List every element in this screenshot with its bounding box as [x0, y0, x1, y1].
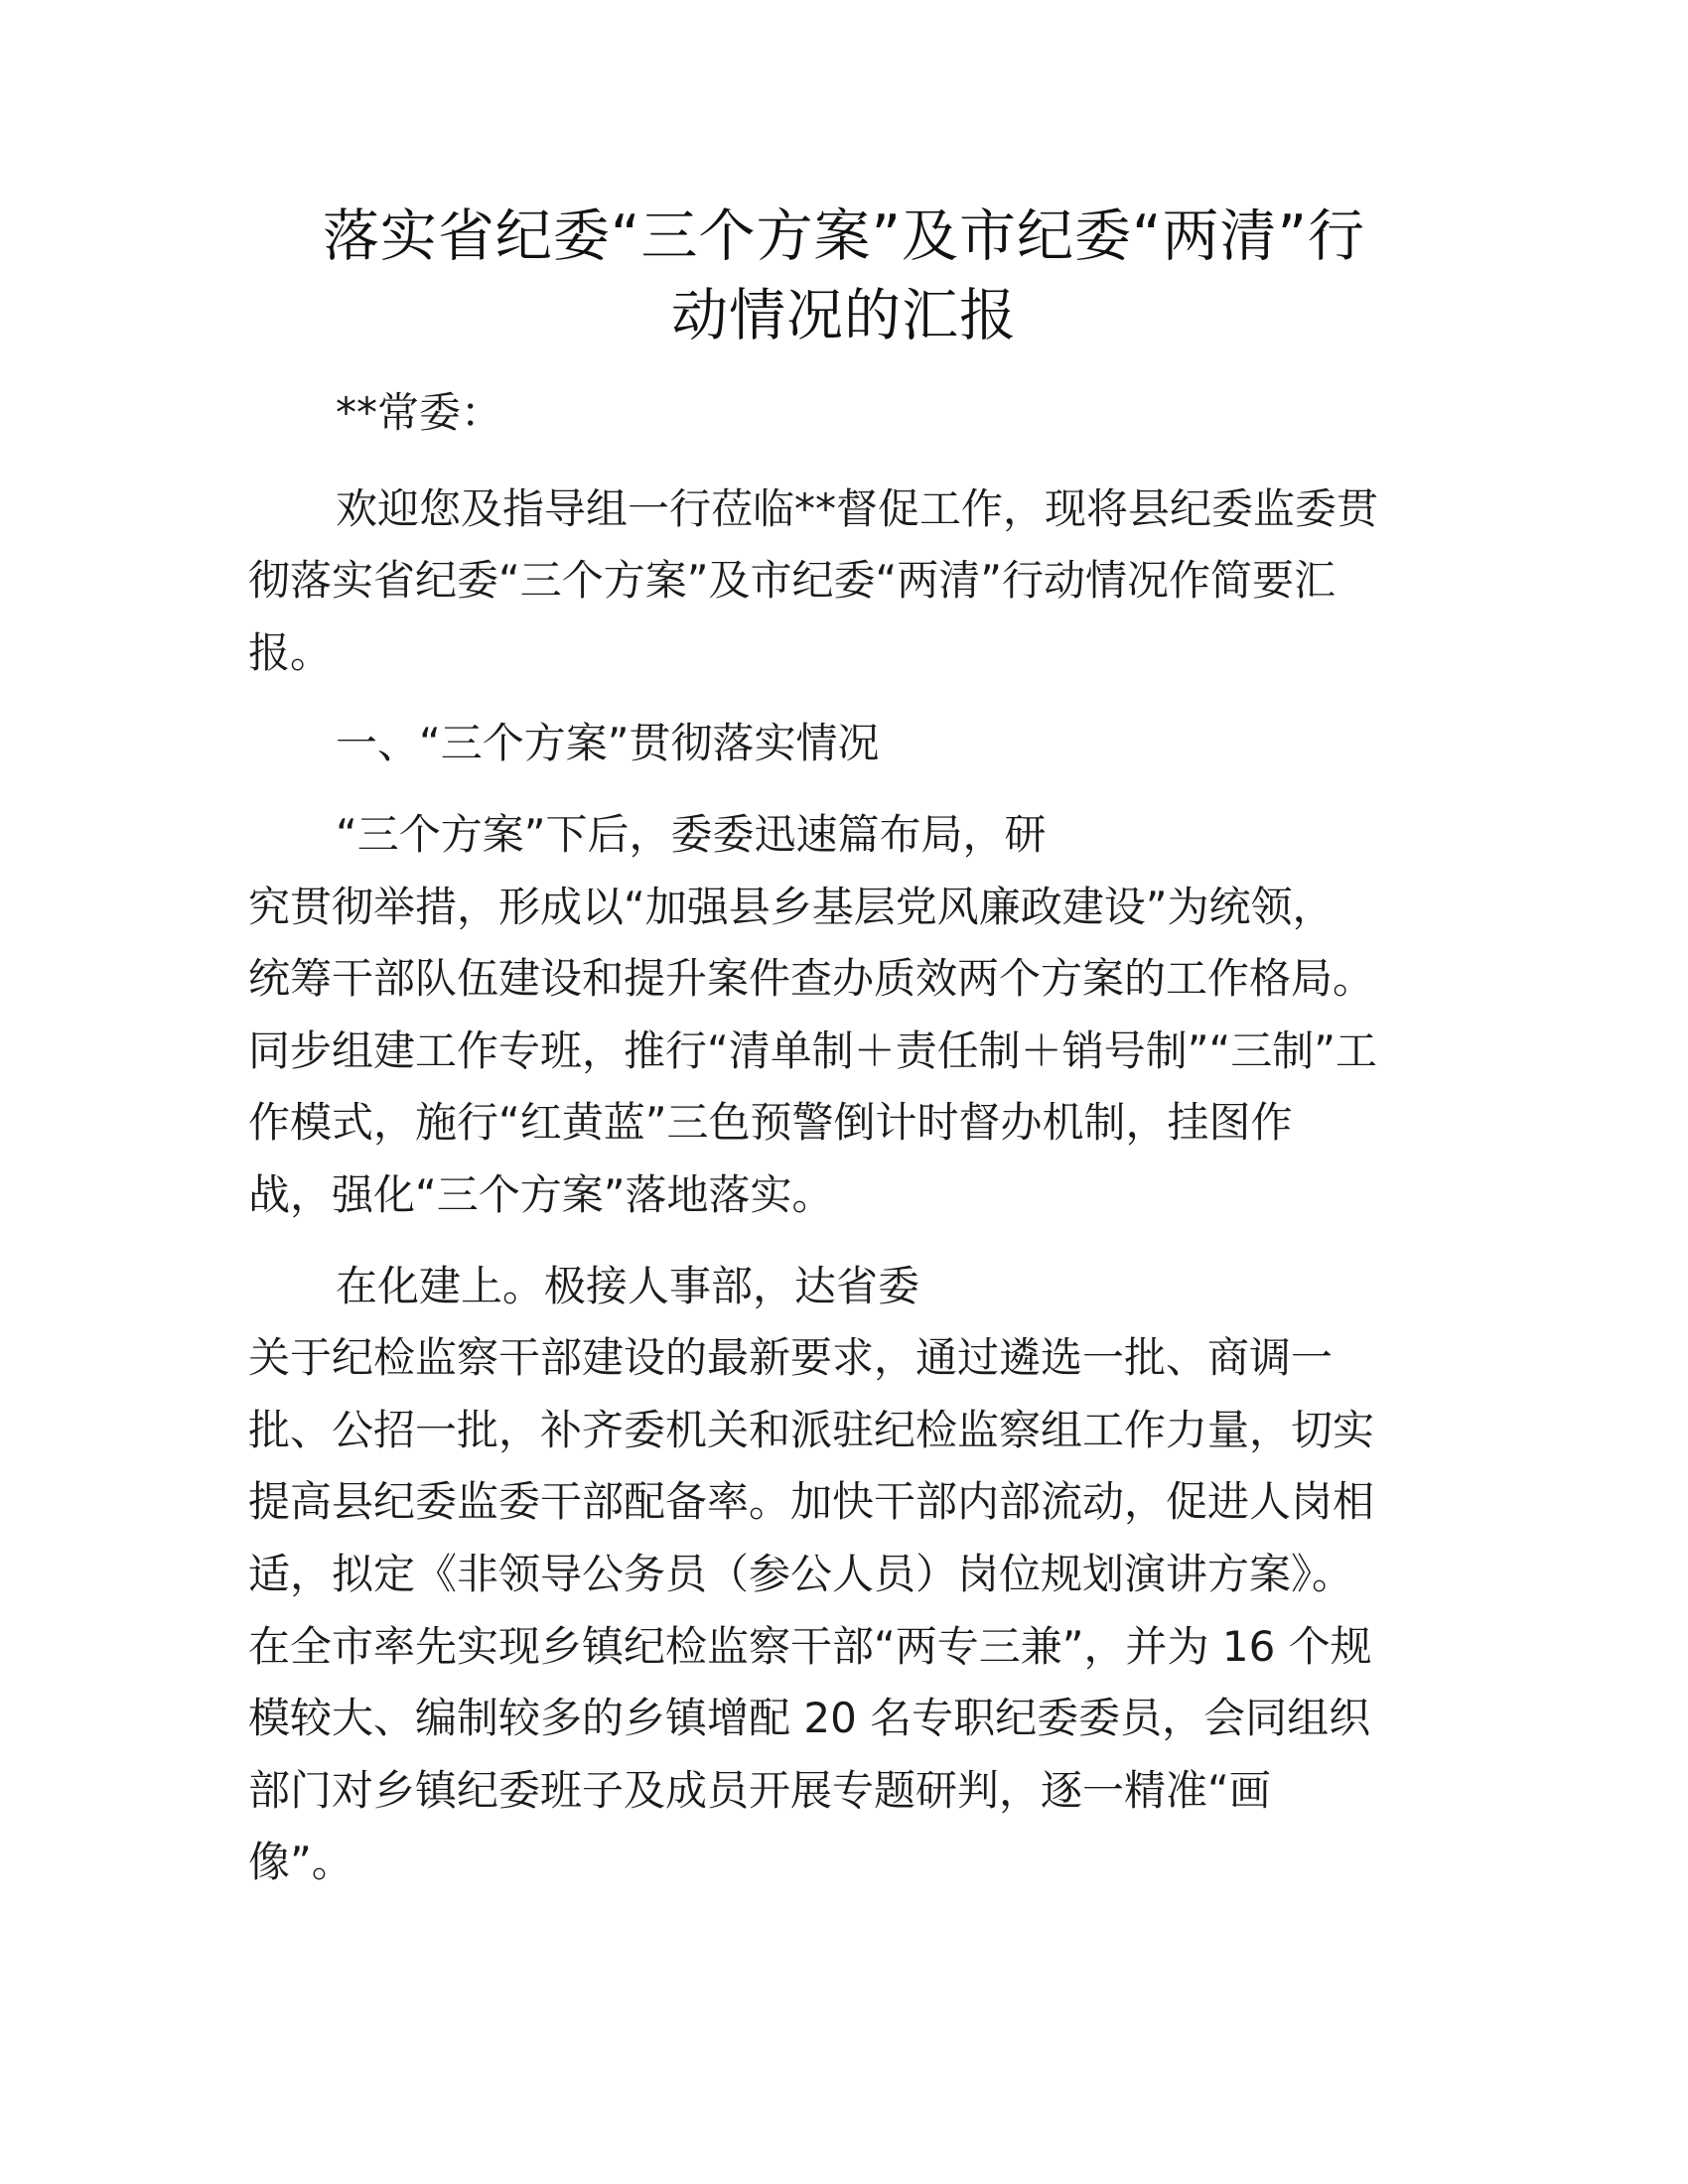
para2-line-1: “三个方案”下后，委委迅速篇布局，研 [336, 809, 1047, 859]
para3-line-5: 适，拟定《非领导公务员（参公人员）岗位规划演讲方案》。 [248, 1549, 1354, 1598]
para2-line-3: 统筹干部队伍建设和提升案件查办质效两个方案的工作格局。 [248, 954, 1375, 1004]
document-title [228, 197, 1460, 355]
paragraph-3 [248, 1251, 1440, 1899]
para2-line-5: 作模式，施行“红黄蓝”三色预警倒计时督办机制，挂图作 [248, 1098, 1293, 1148]
paragraph-2 [248, 799, 1440, 1232]
para3-line-7: 模较大、编制较多的乡镇增配 20 名专职纪委委员，会同组织 [248, 1694, 1371, 1743]
para3-line-4: 提高县纪委监委干部配备率。加快干部内部流动，促进人岗相 [248, 1477, 1375, 1527]
para3-line-2: 关于纪检监察干部建设的最新要求，通过遴选一批、商调一 [248, 1333, 1334, 1383]
intro-line-3: 报。 [248, 627, 333, 677]
salutation-text: **常委： [336, 388, 503, 437]
title-line-2: 动情况的汇报 [671, 283, 1017, 348]
para3-line-6: 在全市率先实现乡镇纪检监察干部“两专三兼”，并为 16 个规 [248, 1621, 1372, 1671]
intro-line-2: 彻落实省纪委“三个方案”及市纪委“两清”行动情况作简要汇 [248, 556, 1336, 606]
para3-line-3: 批、公招一批，补齐委机关和派驻纪检监察组工作力量，切实 [248, 1405, 1375, 1454]
para3-line-1: 在化建上。极接人事部，达省委 [336, 1261, 920, 1310]
intro-line-1: 欢迎您及指导组一行莅临**督促工作，现将县纪委监委贯 [336, 483, 1379, 533]
para2-line-6: 战，强化“三个方案”落地落实。 [248, 1169, 834, 1219]
section-1-heading [248, 708, 1440, 780]
document-body [248, 377, 1440, 1918]
para3-line-8: 部门对乡镇纪委班子及成员开展专题研判，逐一精准“画 [248, 1765, 1271, 1815]
para3-line-9: 像”。 [248, 1838, 353, 1887]
para2-line-2: 究贯彻举措，形成以“加强县乡基层党风廉政建设”为统领， [248, 882, 1335, 931]
section-1-heading-text: 一、“三个方案”贯彻落实情况 [336, 719, 880, 768]
intro-paragraph [248, 474, 1440, 690]
para2-line-4: 同步组建工作专班，推行“清单制＋责任制＋销号制”“三制”工 [248, 1025, 1378, 1075]
salutation [248, 377, 1440, 450]
title-line-1: 落实省纪委“三个方案”及市纪委“两清”行 [322, 204, 1366, 269]
